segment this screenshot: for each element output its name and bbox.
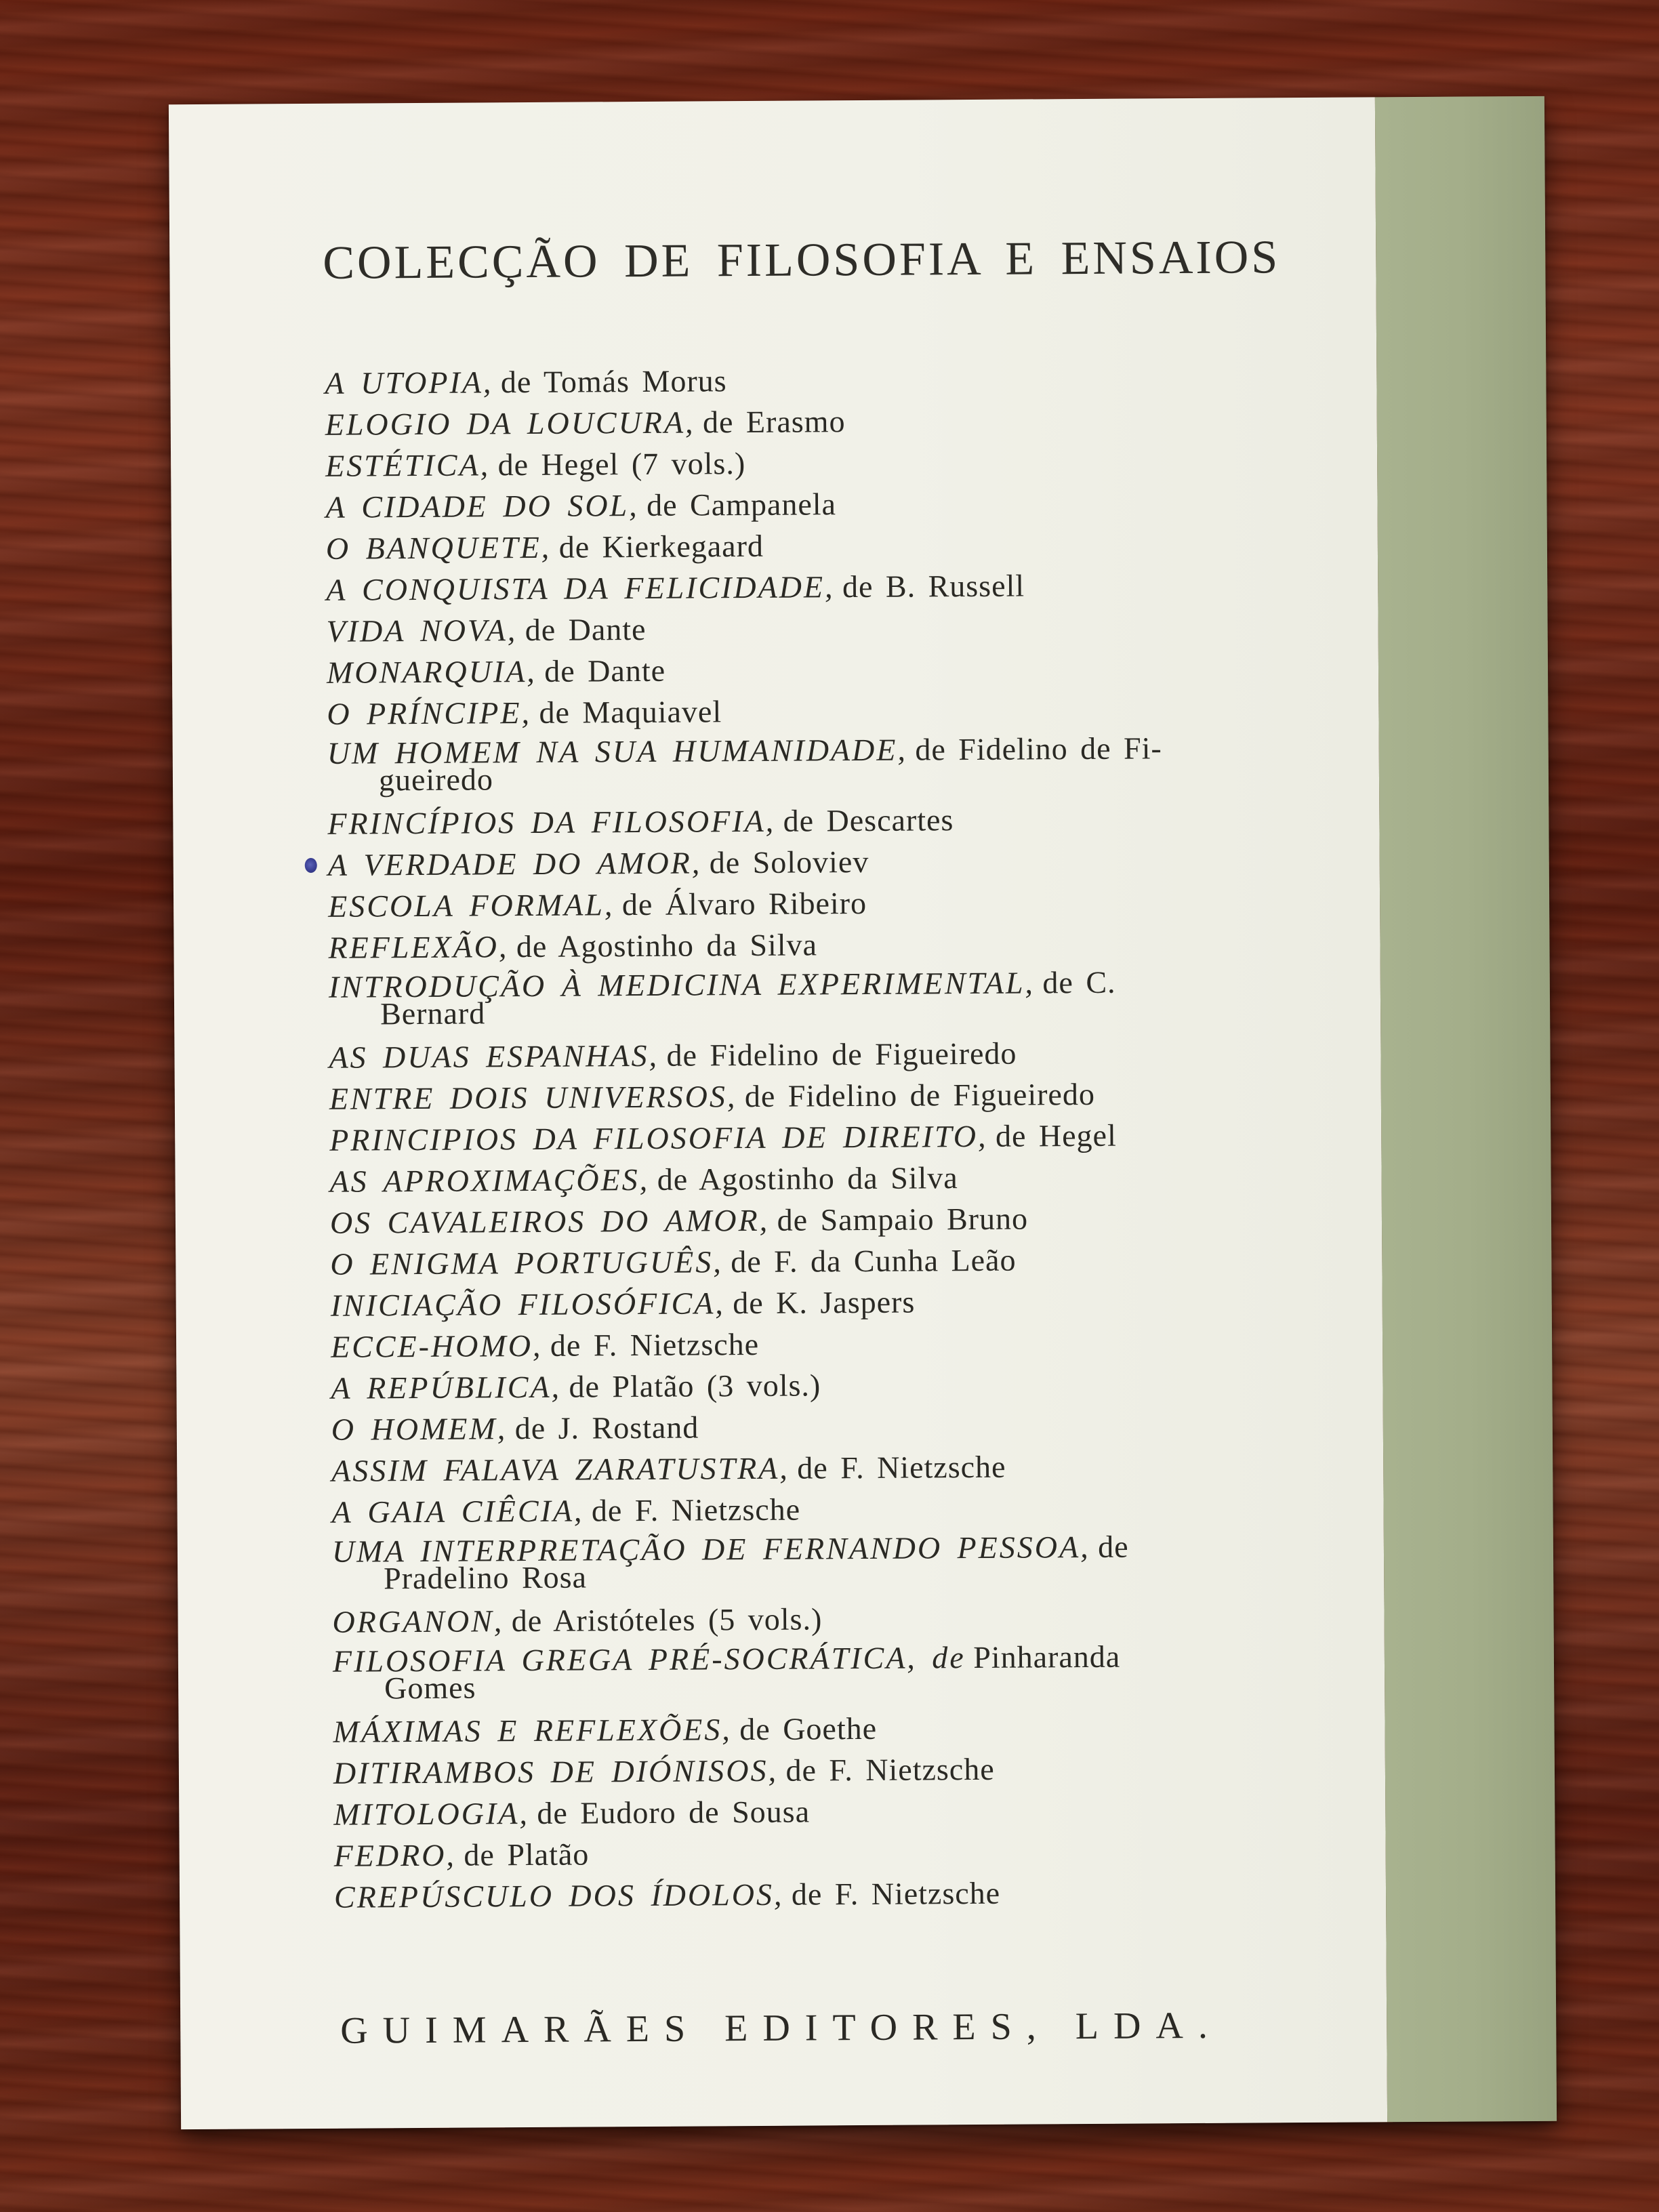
book-author: de C.: [1042, 964, 1116, 1000]
book-list-item: [329, 1155, 1265, 1202]
book-author: de Maquiavel: [539, 694, 722, 730]
book-author: de Eudoro de Sousa: [537, 1794, 811, 1830]
book-title: FILOSOFIA GREGA PRÉ-SOCRÁTICA, de: [332, 1640, 966, 1679]
book-title: FRINCÍPIOS DA FILOSOFIA,: [327, 803, 776, 841]
publisher-name: GUIMARÃES EDITORES, LDA.: [340, 2004, 1223, 2052]
book-title: UMA INTERPRETAÇÃO DE FERNANDO PESSOA,: [331, 1529, 1090, 1569]
book-author: de Campanela: [647, 487, 837, 523]
book-title: VIDA NOVA,: [326, 613, 518, 649]
book-author: de F. Nietzsche: [550, 1326, 760, 1363]
book-title: REFLEXÃO,: [328, 929, 509, 965]
book-list-item: [331, 1444, 1267, 1491]
book-list-item: [325, 439, 1261, 486]
book-title: DITIRAMBOS DE DIÓNISOS,: [333, 1753, 779, 1790]
book-author: de F. Nietzsche: [797, 1449, 1006, 1486]
book-title: O PRÍNCIPE,: [327, 695, 532, 731]
book-list-item: [331, 1486, 1267, 1532]
book-title: ECCE-HOMO,: [330, 1328, 543, 1364]
book-author: de Álvaro Ribeiro: [621, 885, 867, 922]
book-list-item: [328, 838, 1263, 885]
book-title: ENTRE DOIS UNIVERSOS,: [329, 1079, 737, 1116]
collection-title: COLECÇÃO DE FILOSOFIA E ENSAIOS: [323, 231, 1281, 289]
book-title: PRINCIPIOS DA FILOSOFIA DE DIREITO,: [329, 1118, 988, 1158]
book-author: de F. Nietzsche: [785, 1751, 995, 1788]
book-author: de F. da Cunha Leão: [731, 1242, 1017, 1279]
book-list-item: [328, 921, 1263, 968]
book-author: de K. Jaspers: [733, 1284, 916, 1321]
book-author: de Dante: [544, 653, 666, 689]
book-list: [325, 356, 1269, 1917]
book-author: de Dante: [525, 611, 647, 648]
book-title: AS APROXIMAÇÕES,: [329, 1162, 650, 1199]
book-title: O ENIGMA PORTUGUÊS,: [330, 1244, 723, 1282]
book-list-item: [327, 729, 1263, 802]
book-list-item: [333, 1746, 1269, 1793]
book-title: A CIDADE DO SOL,: [325, 488, 639, 525]
book-list-item: [329, 1072, 1265, 1119]
book-title: MONARQUIA,: [326, 653, 537, 690]
book-author: de B. Russell: [842, 568, 1025, 605]
book-list-item: [331, 1320, 1266, 1367]
book-title: OS CAVALEIROS DO AMOR,: [329, 1202, 770, 1240]
book-list-item: [325, 356, 1260, 403]
book-list-item: [333, 1637, 1269, 1711]
book-author: de Sampaio Bruno: [777, 1201, 1029, 1237]
book-author: de Fidelino de Fi-: [915, 731, 1162, 767]
book-author: de Fidelino de Figueiredo: [666, 1036, 1017, 1073]
book-list-item: [325, 480, 1261, 527]
book-title: A VERDADE DO AMOR,: [327, 845, 702, 882]
book-list-item: [325, 398, 1261, 445]
book-title: ESTÉTICA,: [325, 447, 491, 483]
book-list-item: [334, 1870, 1269, 1917]
book-title: A GAIA CIÊCIA,: [331, 1493, 584, 1530]
book-author-continuation: Pradelino Rosa: [384, 1559, 588, 1596]
book-list-item: [327, 646, 1262, 693]
book-list-item: [326, 522, 1261, 569]
book-author-continuation: Gomes: [384, 1670, 476, 1706]
book-list-item: [329, 1031, 1264, 1078]
book-author: de F. Nietzsche: [591, 1492, 801, 1528]
book-title: A REPÚBLICA,: [331, 1369, 562, 1406]
book-author: de Kierkegaard: [558, 528, 764, 565]
book-author: de Goethe: [739, 1711, 878, 1747]
book-list-item: [329, 962, 1265, 1036]
book-spine: [1375, 96, 1557, 2122]
book-list-item: [327, 687, 1262, 734]
book-title: ESCOLA FORMAL,: [327, 887, 615, 924]
book-list-item: [328, 880, 1263, 926]
book-author: Pinharanda: [973, 1639, 1121, 1675]
book-title: FEDRO,: [333, 1837, 457, 1873]
book-list-item: [332, 1527, 1268, 1601]
book-list-item: [333, 1705, 1268, 1752]
book-title: A UTOPIA,: [325, 365, 493, 401]
book-list-item: [329, 1113, 1265, 1160]
book-title: INTRODUÇÃO À MEDICINA EXPERIMENTAL,: [328, 965, 1036, 1004]
book-author: de Soloviev: [709, 844, 869, 880]
book-title: UM HOMEM NA SUA HUMANIDADE,: [327, 732, 908, 771]
book-title: ELOGIO DA LOUCURA,: [325, 405, 695, 442]
book-author: de Hegel (7 vols.): [497, 446, 746, 483]
book-author-continuation: gueiredo: [378, 762, 494, 798]
book-title: ORGANON,: [332, 1603, 504, 1639]
book-title: O HOMEM,: [331, 1411, 508, 1447]
book-author: de J. Rostand: [514, 1410, 699, 1446]
book-author: de Fidelino de Figueiredo: [744, 1076, 1096, 1114]
book-list-item: [331, 1403, 1267, 1450]
book-author: de Erasmo: [702, 404, 846, 440]
book-title: CREPÚSCULO DOS ÍDOLOS,: [333, 1877, 784, 1914]
book-title: ASSIM FALAVA ZARATUSTRA,: [331, 1450, 790, 1488]
book-author-continuation: Bernard: [380, 996, 486, 1031]
book-title: MÁXIMAS E REFLEXÕES,: [333, 1712, 732, 1749]
book-author: de Tomás Morus: [500, 363, 727, 400]
book-list-item: [331, 1279, 1266, 1326]
book-list-item: [331, 1361, 1266, 1408]
book-title: AS DUAS ESPANHAS,: [329, 1038, 659, 1075]
book-list-item: [326, 563, 1261, 610]
book-title: INICIAÇÃO FILOSÓFICA,: [330, 1286, 725, 1323]
book-author: de Agostinho da Silva: [516, 927, 818, 964]
book-back-cover: [169, 96, 1557, 2129]
book-title: A CONQUISTA DA FELICIDADE,: [326, 569, 835, 607]
cover-page: [169, 97, 1387, 2129]
book-author: de Platão: [464, 1837, 590, 1872]
book-author: de Hegel: [995, 1118, 1117, 1153]
book-list-item: [326, 605, 1261, 651]
book-title: O BANQUETE,: [325, 529, 552, 566]
book-list-item: [333, 1788, 1269, 1835]
book-author: de: [1097, 1529, 1129, 1564]
book-title: MITOLOGIA,: [333, 1796, 530, 1832]
book-author: de Agostinho da Silva: [657, 1160, 958, 1197]
book-list-item: [332, 1595, 1267, 1642]
book-author: de F. Nietzsche: [791, 1875, 1001, 1912]
book-author: de Platão (3 vols.): [569, 1368, 821, 1404]
book-list-item: [330, 1237, 1265, 1284]
book-author: de Descartes: [783, 802, 954, 838]
ink-mark: [305, 858, 317, 873]
book-list-item: [333, 1829, 1269, 1876]
book-author: de Aristóteles (5 vols.): [511, 1601, 823, 1639]
book-list-item: [327, 797, 1263, 844]
book-list-item: [330, 1196, 1265, 1243]
